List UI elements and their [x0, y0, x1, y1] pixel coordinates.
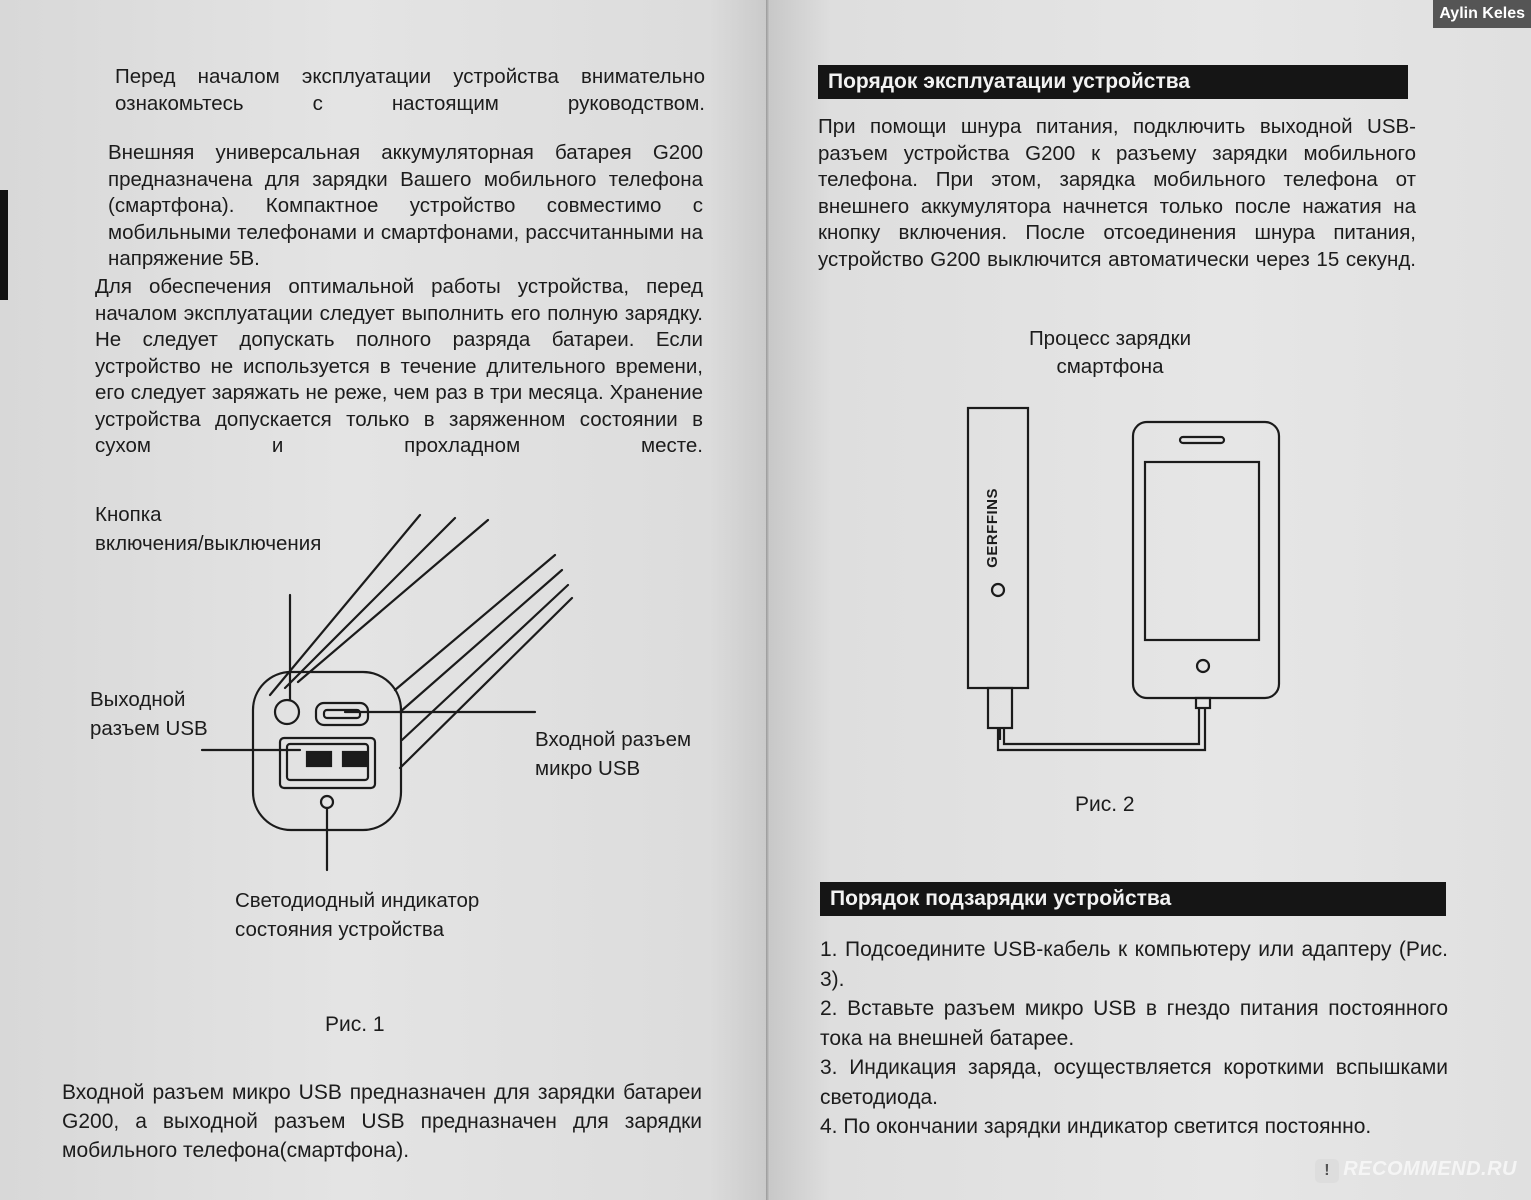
footer-note: Входной разъем микро USB предназначен для зарядки батареи G200, а выходной разъем USB предназначен для зарядки мобильного телефона(смартфона).	[62, 1081, 702, 1162]
label-usb-output: Выходной разъем USB	[90, 688, 208, 740]
exclamation-icon: !	[1315, 1159, 1339, 1183]
figure1-caption: Рис. 1	[325, 1013, 385, 1036]
section1-body: При помощи шнура питания, подключить выходной USB-разъем устройства G200 к разъему зарядки мобильного телефона. При этом, зарядка мобильного телефона от внешнего аккумулятора начнется только после нажатия на кнопку включения. После отсоединения шнура питания, устройство G200 выключится автоматически через 15 секунд.	[818, 115, 1416, 271]
section1-heading: Порядок эксплуатации устройства	[818, 65, 1408, 99]
instructions-paragraph: Для обеспечения оптимальной работы устройства, перед началом эксплуатации следует выполнить его полную зарядку. Не следует допускать полного разряда батареи. Если устройство не используется в течение длительного времени, его следует заряжать не реже, чем раз в три месяца. Хранение устройства допускается только в заряженном состоянии в сухом и прохладном месте.	[95, 275, 703, 457]
step-item: 3. Индикация заряда, осуществляется короткими вспышками светодиода.	[820, 1056, 1448, 1109]
site-watermark-text: RECOMMEND.RU	[1343, 1158, 1517, 1180]
figure2-caption: Рис. 2	[1075, 793, 1135, 816]
site-watermark	[1315, 1158, 1517, 1183]
figure2-title: Процесс зарядки смартфона	[1028, 327, 1192, 378]
right-page	[770, 0, 1531, 1200]
step-item: 1. Подсоедините USB-кабель к компьютеру или адаптеру (Рис. 3).	[820, 938, 1448, 991]
intro-paragraph: Перед началом эксплуатации устройства внимательно ознакомьтесь с настоящим руководством.	[115, 65, 705, 115]
label-micro-usb-input: Входной разъем микро USB	[535, 728, 692, 780]
step-item: 4. По окончании зарядки индикатор светится постоянно.	[820, 1115, 1372, 1138]
section2-heading: Порядок подзарядки устройства	[820, 882, 1446, 916]
step-item: 2. Вставьте разъем микро USB в гнездо питания постоянного тока на внешней батарее.	[820, 997, 1448, 1050]
label-power-button: Кнопка включения/выключения	[95, 503, 322, 555]
description-paragraph: Внешняя универсальная аккумуляторная батарея G200 предназначена для зарядки Вашего мобильного телефона (смартфона). Компактное устройство совместимо с мобильными телефонами и смартфонами, рассчитанными на напряжение 5В.	[108, 141, 703, 270]
powerbank-brand-label: GERFFINS	[984, 488, 1001, 568]
author-watermark: Aylin Keles	[1433, 0, 1531, 28]
charging-steps-list	[820, 935, 1448, 1142]
label-led-indicator: Светодиодный индикатор состояния устройства	[235, 889, 480, 941]
